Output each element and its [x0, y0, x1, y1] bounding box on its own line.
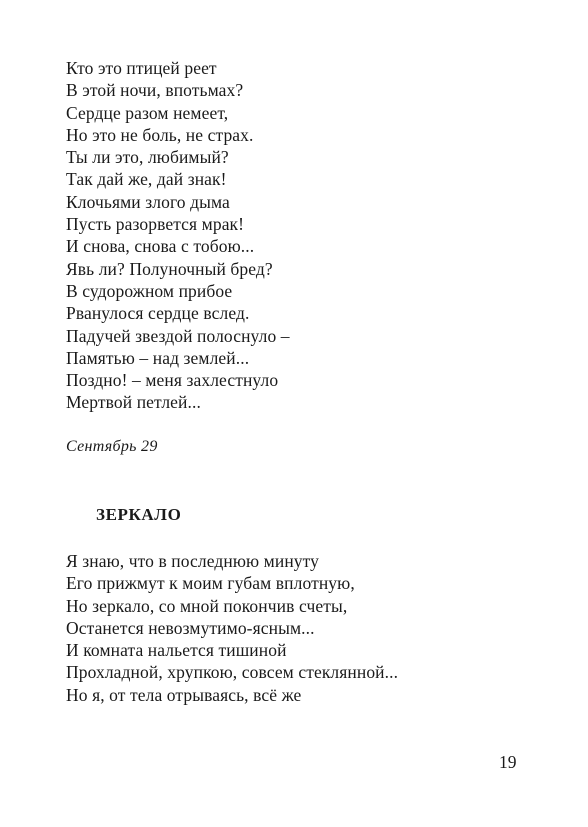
poem-line: Сердце разом немеет, [66, 102, 229, 123]
poem-line: Но зеркало, со мной покончив счеты, [66, 595, 348, 616]
poem-line: И снова, снова с тобою... [66, 236, 255, 257]
poem-line: Но это не боль, не страх. [66, 124, 254, 145]
poem-date: Сентябрь 29 [66, 438, 158, 455]
poem-line: Прохладной, хрупкою, совсем стеклянной... [66, 662, 399, 683]
poem-title: ЗЕРКАЛО [96, 505, 182, 524]
poem-line: Клочьями злого дыма [66, 191, 230, 212]
poem-line: Мертвой петлей... [66, 392, 201, 413]
poem-line: Кто это птицей реет [66, 58, 217, 78]
poem-line: Останется невозмутимо-ясным... [66, 617, 315, 638]
poem-line: Я знаю, что в последнюю минуту [66, 551, 319, 571]
poem-stanza [66, 57, 290, 414]
poem-line: Так дай же, дай знак! [66, 169, 227, 190]
poem-line: Но я, от тела отрываясь, всё же [66, 684, 302, 705]
poem-line: И комната нальется тишиной [66, 640, 287, 661]
poem-line: Пусть разорвется мрак! [66, 214, 245, 235]
poem-line: В этой ночи, впотьмах? [66, 80, 244, 101]
poem-line: В судорожном прибое [66, 280, 233, 301]
poem-line: Ты ли это, любимый? [66, 147, 229, 168]
poem-stanza [66, 550, 398, 706]
poem-line: Его прижмут к моим губам вплотную, [66, 573, 355, 594]
poem-line: Рванулося сердце вслед. [66, 303, 250, 324]
poem-line: Памятью – над землей... [66, 347, 250, 368]
poem-line: Падучей звездой полоснуло – [66, 325, 290, 346]
page-number: 19 [499, 752, 517, 772]
poem-line: Поздно! – меня захлестнуло [66, 370, 279, 391]
poem-line: Явь ли? Полуночный бред? [66, 258, 273, 279]
